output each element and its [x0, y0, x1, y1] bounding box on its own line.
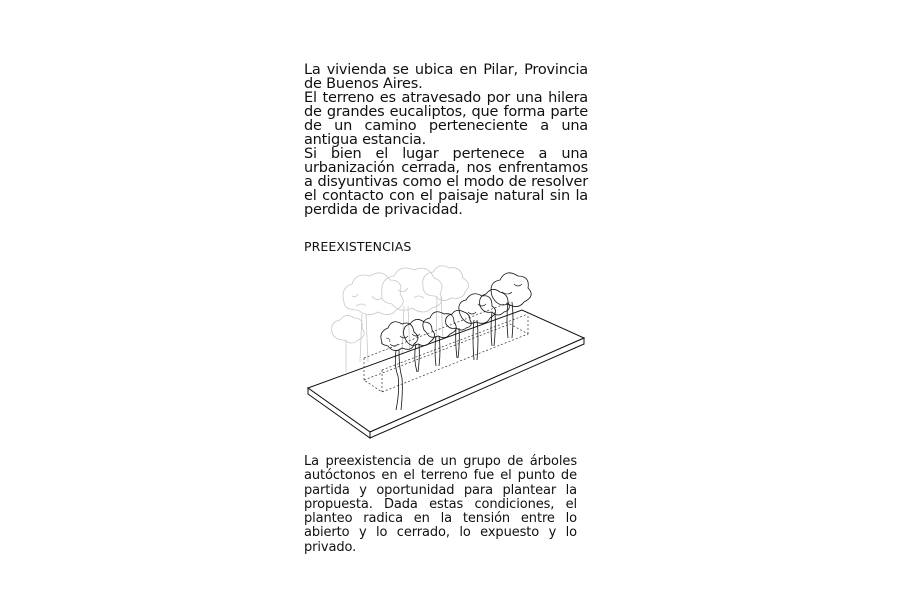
intro-paragraph-context: Si bien el lugar pertenece a una urbanización cerrada, nos enfrentamos a disyuntivas como el modo de resolver el contacto con el paisaje natural sin la perdida de privacidad. [304, 146, 588, 218]
faded-tree [332, 315, 365, 372]
ground-slab [308, 310, 584, 438]
caption-text-block [304, 455, 577, 555]
intro-text-block [304, 63, 588, 217]
intro-paragraph-site: El terreno es atravesado por una hilera de grandes eucaliptos, que forma parte de un camino perteneciente a una antigua estancia. [304, 90, 588, 148]
axonometric-site-diagram [296, 262, 596, 444]
intro-paragraph-location: La vivienda se ubica en Pilar, Provincia de Buenos Aires. [304, 62, 588, 92]
faded-tree [343, 273, 403, 362]
caption-paragraph: La preexistencia de un grupo de árboles autóctonos en el terreno fue el punto de partida y oportunidad para plantear la propuesta. Dada estas condiciones, el planteo radica en la tensión entre lo abierto y lo cerrado, lo expuesto y lo privado. [304, 454, 577, 555]
section-heading: PREEXISTENCIAS [304, 239, 412, 254]
